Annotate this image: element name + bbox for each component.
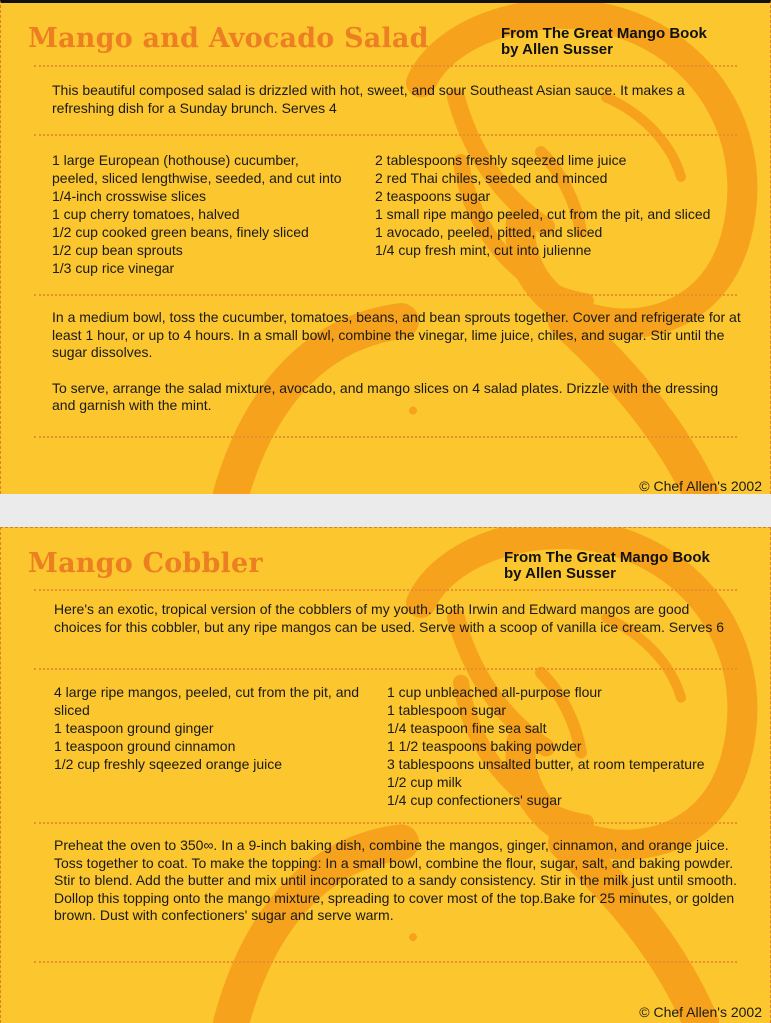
directions-paragraph: To serve, arrange the salad mixture, avocado, and mango slices on 4 salad plates. Drizzle with the dressing and garnish with the mint.: [52, 379, 719, 414]
ingredients-left: [54, 683, 359, 773]
ingredient-item: 1/4 teaspoon fine sea salt: [387, 720, 547, 736]
ingredient-item: 1/2 cup freshly sqeezed orange juice: [54, 756, 283, 772]
divider: [34, 294, 737, 296]
ingredient-item: 2 teaspoons sugar: [375, 188, 491, 204]
ingredient-item: 1 teaspoon ground cinnamon: [54, 738, 236, 754]
recipe-intro: Here's an exotic, tropical version of the cobblers of my youth. Both Irwin and Edward mangos are good choices for this cobbler, but any ripe mangos can be used. Serve with a scoop of vanilla ice cream. Serves 6: [54, 601, 725, 635]
divider: [34, 436, 737, 438]
ingredient-item: 1/4 cup fresh mint, cut into julienne: [375, 242, 592, 258]
divider: [34, 65, 737, 67]
recipe-card-cobbler: [0, 527, 771, 1023]
recipe-source: [504, 550, 710, 582]
ingredient-item: 1/4 cup confectioners' sugar: [387, 792, 562, 808]
directions-paragraph: In a medium bowl, toss the cucumber, tomatoes, beans, and bean sprouts together. Cover and refrigerate for at least 1 hour, or up to 4 hours. In a small bowl, combine the vinegar, lime juice, chiles, and sugar. Stir until the sugar dissolves.: [52, 309, 741, 361]
ingredients-right: [387, 683, 705, 809]
ingredient-item: sliced: [54, 702, 90, 718]
source-book: From The Great Mango Book: [501, 25, 707, 42]
ingredient-item: 1/3 cup rice vinegar: [52, 260, 175, 276]
ingredient-item: 1 tablespoon sugar: [387, 702, 507, 718]
ingredient-item: 1/2 cup milk: [387, 774, 462, 790]
recipe-card-salad: [0, 0, 771, 494]
ingredient-item: 1 teaspoon ground ginger: [54, 720, 214, 736]
ingredient-item: 1/2 cup bean sprouts: [52, 242, 183, 258]
divider: [34, 961, 737, 963]
source-author: by Allen Susser: [504, 565, 616, 582]
ingredient-item: 1/4-inch crosswise slices: [52, 188, 207, 204]
ingredient-item: 1 cup cherry tomatoes, halved: [52, 206, 240, 222]
ingredient-item: peeled, sliced lengthwise, seeded, and cut into: [52, 170, 342, 186]
directions-paragraph: Preheat the oven to 350∞. In a 9-inch baking dish, combine the mangos, ginger, cinnamon, and orange juice. Toss together to coat. To make the topping: In a small bowl, combine the flour, sugar, salt, and baking powder. Stir to blend. Add the butter and mix until incorporated to a sandy consistency. Stir in the milk just until smooth. Dollop this topping onto the mango mixture, spreading to cover most of the top.Bake for 25 minutes, or golden brown. Dust with confectioners' sugar and serve warm.: [54, 837, 737, 924]
ingredient-item: 1 large European (hothouse) cucumber,: [52, 152, 299, 168]
ingredients-left: [52, 151, 342, 277]
copyright: © Chef Allen's 2002: [639, 1004, 762, 1020]
ingredient-item: 1/2 cup cooked green beans, finely sliced: [52, 224, 309, 240]
recipe-directions: [52, 309, 742, 415]
recipe-title: Mango and Avocado Salad: [28, 23, 429, 54]
recipe-directions: [54, 837, 749, 925]
ingredient-item: 4 large ripe mangos, peeled, cut from the pit, and: [54, 684, 360, 700]
ingredient-item: 2 red Thai chiles, seeded and minced: [375, 170, 608, 186]
divider: [34, 134, 737, 136]
ingredient-item: 3 tablespoons unsalted butter, at room temperature: [387, 756, 705, 772]
source-author: by Allen Susser: [501, 41, 613, 58]
recipe-content: [1, 3, 770, 494]
ingredient-item: 1 1/2 teaspoons baking powder: [387, 738, 582, 754]
recipe-title: Mango Cobbler: [28, 548, 263, 579]
recipe-content: [1, 528, 770, 1023]
divider: [34, 822, 737, 824]
recipe-source: [501, 26, 707, 58]
ingredients-right: [375, 151, 710, 259]
recipe-intro: This beautiful composed salad is drizzled with hot, sweet, and sour Southeast Asian sauce. It makes a refreshing dish for a Sunday brunch. Serves 4: [52, 82, 685, 116]
source-book: From The Great Mango Book: [504, 549, 710, 566]
ingredient-item: 1 small ripe mango peeled, cut from the pit, and sliced: [375, 206, 711, 222]
divider: [34, 668, 737, 670]
copyright: © Chef Allen's 2002: [639, 478, 762, 494]
divider: [34, 589, 737, 591]
ingredient-item: 1 avocado, peeled, pitted, and sliced: [375, 224, 603, 240]
ingredient-item: 2 tablespoons freshly sqeezed lime juice: [375, 152, 627, 168]
ingredient-item: 1 cup unbleached all-purpose flour: [387, 684, 602, 700]
